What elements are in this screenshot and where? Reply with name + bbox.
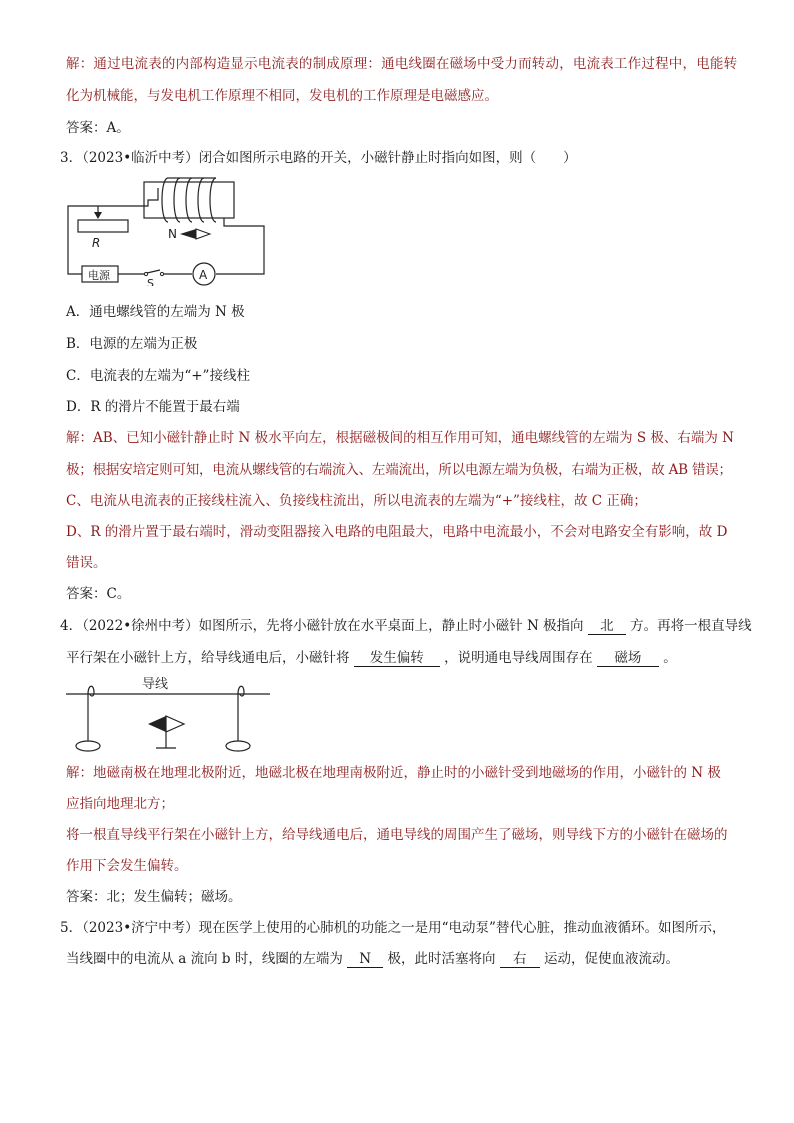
prev-solution-line-1: 解：通过电流表的内部构造显示电流表的制成原理：通电线圈在磁场中受力而转动，电流表工作过程中，电能转: [66, 56, 738, 72]
q3-solution-line-2: 极；根据安培定则可知，电流从螺线管的右端流入、左端流出，所以电源左端为负极，右端为正极，故 AB 错误；: [66, 462, 732, 478]
q4-stem-line-2: 平行架在小磁针上方，给导线通电后，小磁针将 发生偏转 ，说明通电导线周围存在 磁场 。: [66, 650, 677, 666]
right-stand-icon: [226, 741, 250, 751]
compass-needle-icon: [148, 716, 166, 732]
solenoid-coil: [162, 178, 216, 222]
q4-wire-figure: [66, 674, 276, 754]
q5-stem-line-2: 当线圈中的电流从 a 流向 b 时，线圈的左端为 N 极，此时活塞将向 右 运动，促使血液流动。: [66, 951, 680, 967]
q4-blank-2: 发生偏转: [354, 650, 440, 667]
ammeter-label: A: [199, 268, 208, 282]
left-stand-icon: [76, 741, 100, 751]
q3-solution-line-5: 错误。: [66, 555, 107, 571]
q3-answer: 答案：C。: [66, 586, 131, 602]
q5-blank-1: N: [347, 951, 383, 968]
svg-text:电源: 电源: [88, 269, 110, 282]
q3-option-d: D．R 的滑片不能置于最右端: [66, 399, 240, 415]
q4-stem-line-1: 4．（2022•徐州中考）如图所示，先将小磁针放在水平桌面上，静止时小磁针 N 极指向 北 方。再将一根直导线: [60, 618, 752, 634]
switch-label: S: [147, 277, 154, 286]
q5-blank-2: 右: [500, 951, 540, 968]
q4-solution-line-3: 将一根直导线平行架在小磁针上方，给导线通电后，通电导线的周围产生了磁场，则导线下方的小磁针在磁场的: [66, 827, 728, 843]
q3-option-c: C．电流表的左端为“+”接线柱: [66, 368, 250, 384]
q3-option-b: B．电源的左端为正极: [66, 336, 198, 352]
q3-solution-line-4: D、R 的滑片置于最右端时，滑动变阻器接入电路的电阻最大，电路中电流最小，不会对电路安全有影响，故 D: [66, 524, 728, 540]
rheostat-label: R: [92, 236, 101, 250]
q4-solution-line-4: 作用下会发生偏转。: [66, 858, 188, 874]
q4-blank-3: 磁场: [597, 650, 659, 667]
wire-label: 导线: [142, 677, 169, 692]
q4-answer: 答案：北；发生偏转；磁场。: [66, 889, 242, 905]
needle-n-label: N: [168, 227, 177, 241]
q4-solution-line-2: 应指向地理北方；: [66, 796, 174, 812]
prev-solution-line-2: 化为机械能，与发电机工作原理不相同，发电机的工作原理是电磁感应。: [66, 88, 498, 104]
q3-solution-line-3: C、电流从电流表的正接线柱流入、负接线柱流出，所以电流表的左端为“+”接线柱，故 C 正确；: [66, 493, 647, 509]
q3-stem: 3．（2023•临沂中考）闭合如图所示电路的开关，小磁针静止时指向如图，则（ ）: [60, 150, 577, 166]
compass-needle-icon: [180, 229, 196, 239]
rheostat-icon: [78, 220, 128, 232]
q3-circuit-figure: [64, 176, 274, 286]
q5-stem-line-1: 5．（2023•济宁中考）现在医学上使用的心肺机的功能之一是用“电动泵”替代心脏，推动血液循环。如图所示，: [60, 920, 726, 936]
q4-blank-1: 北: [588, 618, 626, 635]
switch-icon: [147, 270, 160, 273]
prev-answer: 答案：A。: [66, 120, 130, 136]
q4-solution-line-1: 解：地磁南极在地理北极附近，地磁北极在地理南极附近，静止时的小磁针受到地磁场的作用，小磁针的 N 极: [66, 765, 721, 781]
q3-option-a: A．通电螺线管的左端为 N 极: [66, 304, 245, 320]
q3-solution-line-1: 解：AB、已知小磁针静止时 N 极水平向左，根据磁极间的相互作用可知，通电螺线管的左端为 S 极、右端为 N: [66, 430, 734, 446]
